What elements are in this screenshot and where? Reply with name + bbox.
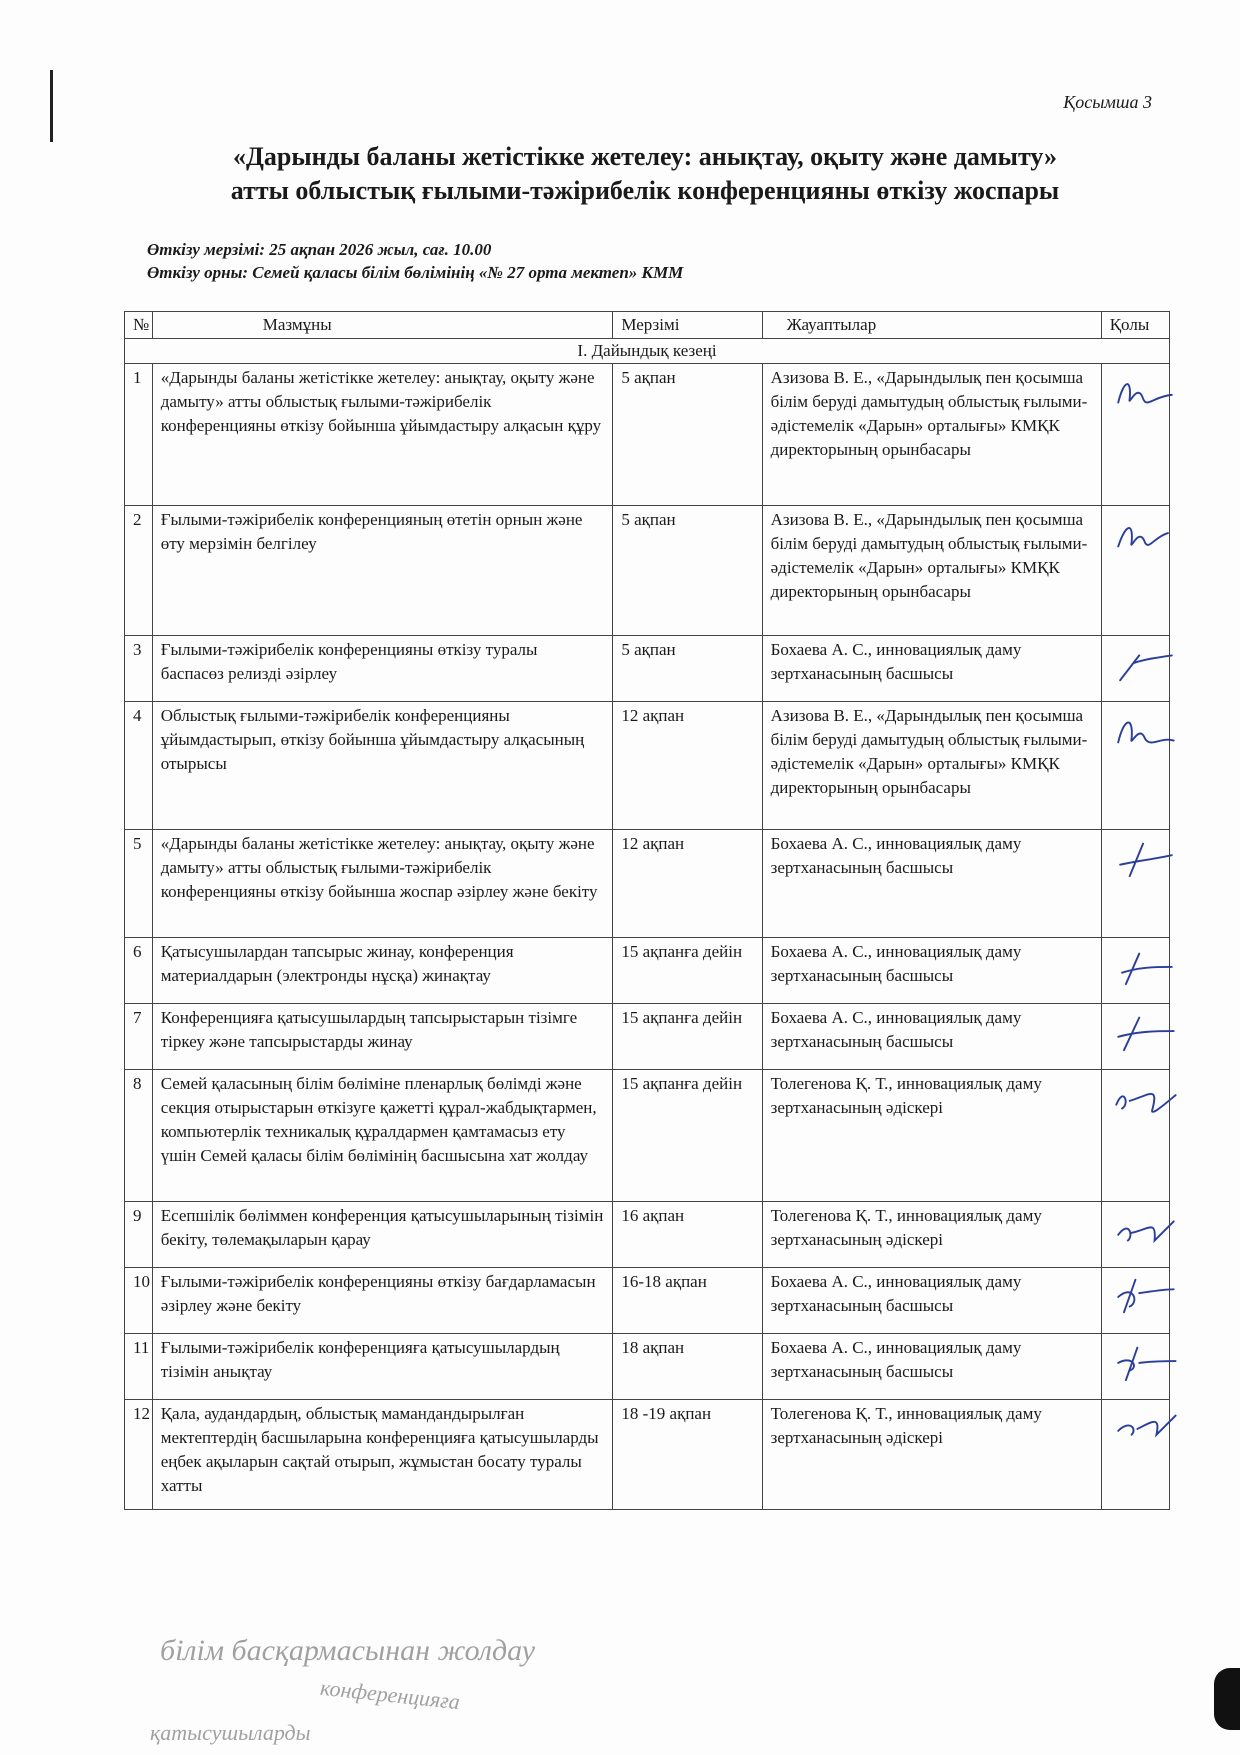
signature-scribble (1110, 1208, 1180, 1252)
table-row (125, 1334, 1170, 1400)
title-line-1: «Дарынды баланы жетістікке жетелеу: анықтау, оқыту және дамыту» (232, 142, 1058, 171)
row-content: Семей қаласының білім бөліміне пленарлық бөлімді және секция отырыстарын өткізуге қажетті құрал-жабдықтармен, компьютерлік техникалық құралдармен қамтамасыз ету үшін Семей қаласы білім бөлімінің басшысына хат жолдау (152, 1070, 613, 1202)
table-row (125, 1004, 1170, 1070)
row-content: Ғылыми-тәжірибелік конференцияның өтетін орнын және өту мерзімін белгілеу (152, 506, 613, 636)
row-number: 8 (125, 1070, 153, 1202)
signature-scribble (1110, 370, 1180, 414)
row-responsible: Азизова В. Е., «Дарындылық пен қосымша білім беруді дамытудың облыстық ғылыми-әдістемелік «Дарын» орталығы» КМҚК директорының орынбасары (762, 702, 1101, 830)
signature-scribble (1110, 836, 1180, 880)
title-line-2: атты облыстық ғылыми-тәжірибелік конференцияны өткізу жоспары (230, 176, 1060, 205)
table-row (125, 830, 1170, 938)
row-responsible: Азизова В. Е., «Дарындылық пен қосымша білім беруді дамытудың облыстық ғылыми-әдістемелік «Дарын» орталығы» КМҚК директорының орынбасары (762, 364, 1101, 506)
table-row (125, 1268, 1170, 1334)
scan-shadow (1214, 1668, 1240, 1730)
row-content: Ғылыми-тәжірибелік конференцияны өткізу бағдарламасын әзірлеу және бекіту (152, 1268, 613, 1334)
signature-scribble (1110, 1076, 1180, 1120)
row-responsible: Бохаева А. С., инновациялық даму зертханасының басшысы (762, 830, 1101, 938)
row-signature (1101, 1004, 1169, 1070)
header-responsible: Жауаптылар (762, 312, 1101, 339)
row-date: 5 ақпан (613, 506, 762, 636)
row-signature (1101, 1400, 1169, 1510)
row-responsible: Бохаева А. С., инновациялық даму зертханасының басшысы (762, 636, 1101, 702)
row-signature (1101, 1334, 1169, 1400)
row-number: 9 (125, 1202, 153, 1268)
row-responsible: Бохаева А. С., инновациялық даму зертханасының басшысы (762, 1334, 1101, 1400)
row-responsible: Бохаева А. С., инновациялық даму зертханасының басшысы (762, 1268, 1101, 1334)
event-meta (147, 238, 683, 284)
table-row (125, 506, 1170, 636)
stage-row (125, 339, 1170, 364)
signature-scribble (1110, 1340, 1180, 1384)
row-date: 12 ақпан (613, 702, 762, 830)
header-num: № (125, 312, 153, 339)
row-number: 7 (125, 1004, 153, 1070)
row-content: Ғылыми-тәжірибелік конференцияны өткізу туралы баспасөз релизді әзірлеу (152, 636, 613, 702)
stage-label: I. Дайындық кезеңі (125, 339, 1170, 364)
signature-scribble (1110, 708, 1180, 752)
row-responsible: Азизова В. Е., «Дарындылық пен қосымша білім беруді дамытудың облыстық ғылыми-әдістемелік «Дарын» орталығы» КМҚК директорының орынбасары (762, 506, 1101, 636)
row-number: 4 (125, 702, 153, 830)
table-header-row (125, 312, 1170, 339)
stamp-text-2: конференцияға (319, 1674, 462, 1715)
event-place: Өткізу орны: Семей қаласы білім бөлімінің «№ 27 орта мектеп» КММ (147, 263, 684, 282)
row-responsible: Толегенова Қ. Т., инновациялық даму зертханасының әдіскері (762, 1400, 1101, 1510)
row-responsible: Бохаева А. С., инновациялық даму зертханасының басшысы (762, 938, 1101, 1004)
signature-scribble (1110, 642, 1180, 686)
signature-scribble (1110, 1010, 1180, 1054)
stamp-impression (120, 1630, 1150, 1755)
row-content: «Дарынды баланы жетістікке жетелеу: анықтау, оқыту және дамыту» атты облыстық ғылыми-тәжірибелік конференцияны өткізу бойынша ұйымдастыру алқасын құру (152, 364, 613, 506)
stamp-text-1: білім басқармасынан жолдау (160, 1634, 536, 1667)
header-date: Мерзімі (613, 312, 762, 339)
row-content: Есепшілік бөліммен конференция қатысушыларының тізімін бекіту, төлемақыларын қарау (152, 1202, 613, 1268)
signature-scribble (1110, 1406, 1180, 1450)
row-date: 15 ақпанға дейін (613, 1004, 762, 1070)
signature-scribble (1110, 944, 1180, 988)
row-content: Ғылыми-тәжірибелік конференцияға қатысушылардың тізімін анықтау (152, 1334, 613, 1400)
row-responsible: Толегенова Қ. Т., инновациялық даму зертханасының әдіскері (762, 1070, 1101, 1202)
row-number: 5 (125, 830, 153, 938)
row-signature (1101, 1070, 1169, 1202)
table-row (125, 1070, 1170, 1202)
signature-scribble (1110, 1274, 1180, 1318)
row-signature (1101, 830, 1169, 938)
row-signature (1101, 506, 1169, 636)
row-content: Қала, аудандардың, облыстық мамандандырылған мектептердің басшыларына конференцияға қатысушыларды еңбек ақыларын сақтай отырып, жұмыстан босату туралы хатты (152, 1400, 613, 1510)
row-date: 18 ақпан (613, 1334, 762, 1400)
row-signature (1101, 364, 1169, 506)
row-number: 1 (125, 364, 153, 506)
event-date: Өткізу мерзімі: 25 ақпан 2026 жыл, сағ. 10.00 (147, 240, 492, 259)
row-content: Конференцияға қатысушылардың тапсырыстарын тізімге тіркеу және тапсырыстарды жинау (152, 1004, 613, 1070)
row-number: 12 (125, 1400, 153, 1510)
row-date: 15 ақпанға дейін (613, 938, 762, 1004)
row-date: 16 ақпан (613, 1202, 762, 1268)
row-date: 15 ақпанға дейін (613, 1070, 762, 1202)
margin-mark (50, 70, 53, 142)
table-row (125, 364, 1170, 506)
table-row (125, 1202, 1170, 1268)
row-number: 11 (125, 1334, 153, 1400)
row-date: 12 ақпан (613, 830, 762, 938)
table-row (125, 702, 1170, 830)
annex-label: Қосымша 3 (1063, 92, 1152, 112)
row-number: 3 (125, 636, 153, 702)
row-responsible: Толегенова Қ. Т., инновациялық даму зертханасының әдіскері (762, 1202, 1101, 1268)
row-content: «Дарынды баланы жетістікке жетелеу: анықтау, оқыту және дамыту» атты облыстық ғылыми-тәжірибелік конференцияны өткізу бойынша жоспар әзірлеу және бекіту (152, 830, 613, 938)
table-row (125, 636, 1170, 702)
row-signature (1101, 1268, 1169, 1334)
table-row (125, 938, 1170, 1004)
row-signature (1101, 702, 1169, 830)
document-title (120, 140, 1170, 208)
header-content: Мазмұны (152, 312, 613, 339)
row-date: 16-18 ақпан (613, 1268, 762, 1334)
row-signature (1101, 636, 1169, 702)
row-date: 5 ақпан (613, 636, 762, 702)
stamp-text-3: қатысушыларды (150, 1720, 311, 1745)
row-signature (1101, 938, 1169, 1004)
header-signature: Қолы (1101, 312, 1169, 339)
row-date: 18 -19 ақпан (613, 1400, 762, 1510)
row-number: 6 (125, 938, 153, 1004)
signature-scribble (1110, 512, 1180, 556)
row-content: Қатысушылардан тапсырыс жинау, конференция материалдарын (электронды нұсқа) жинақтау (152, 938, 613, 1004)
row-date: 5 ақпан (613, 364, 762, 506)
plan-table (124, 311, 1170, 1510)
row-responsible: Бохаева А. С., инновациялық даму зертханасының басшысы (762, 1004, 1101, 1070)
row-number: 2 (125, 506, 153, 636)
table-row (125, 1400, 1170, 1510)
row-content: Облыстық ғылыми-тәжірибелік конференцияны ұйымдастырып, өткізу бойынша ұйымдастыру алқасының отырысы (152, 702, 613, 830)
row-number: 10 (125, 1268, 153, 1334)
row-signature (1101, 1202, 1169, 1268)
